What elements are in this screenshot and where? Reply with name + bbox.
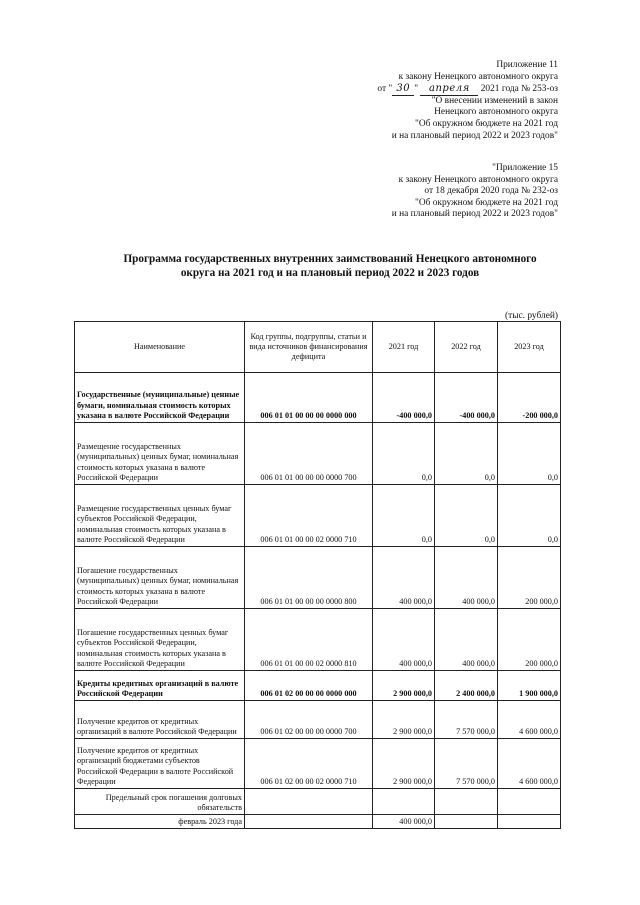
law-title-line-4: и на плановый период 2022 и 2023 годов": [391, 130, 558, 141]
table-row: Погашение государственных (муниципальных) ценных бумаг, номинальная стоимость которых указана в валюте Российской Федерации 006 01 01 00 00 00 0000 800 400 000,0 400 000,0 200 000,0: [75, 547, 561, 609]
table-row: Получение кредитов от кредитных организаций в валюте Российской Федерации 006 01 02 00 00 00 0000 700 2 900 000,0 7 570 000,0 4 600 000,0: [75, 701, 561, 739]
col-header-2022: 2022 год: [435, 322, 498, 373]
orig-law-date: от 18 декабря 2020 года № 232-оз: [424, 186, 558, 197]
col-header-2023: 2023 год: [498, 322, 561, 373]
table-header-row: [75, 322, 561, 373]
col-header-name: Наименование: [75, 322, 245, 373]
appendix-header-original: [392, 163, 558, 221]
term-value-row: [75, 815, 561, 829]
handwritten-day: 30: [392, 83, 414, 96]
table-row: Государственные (муниципальные) ценные бумаги, номинальная стоимость которых указана в валюте Российской Федерации 006 01 01 00 00 00 0000 000 -400 000,0 -400 000,0 -200 000,0: [75, 373, 561, 423]
term-amount-2021: 400 000,0: [373, 815, 435, 829]
term-row: [75, 789, 561, 815]
law-title-line-1: "О внесении изменений в закон: [431, 95, 558, 106]
table-row: Кредиты кредитных организаций в валюте Российской Федерации 006 01 02 00 00 00 0000 000 2 900 000,0 2 400 000,0 1 900 000,0: [75, 671, 561, 701]
appendix-number: Приложение 11: [496, 60, 558, 70]
table-row: Погашение государственных ценных бумаг субъектов Российской Федерации, номинальная стоимость которых указана в валюте Российской Федерации 006 01 01 00 00 02 0000 810 400 000,0 400 000,0 200 000,0: [75, 609, 561, 671]
document-title: Программа государственных внутренних заимствований Ненецкого автономного округа на 2021 год и на плановый период 2022 и 2023 годов: [123, 253, 537, 279]
table-row: Получение кредитов от кредитных организаций бюджетами субъектов Российской Федерации в валюте Российской Федерации 006 01 02 00 00 02 0000 710 2 900 000,0 7 570 000,0 4 600 000,0: [75, 739, 561, 789]
table-row: Размещение государственных (муниципальных) ценных бумаг, номинальная стоимость которых указана в валюте Российской Федерации 006 01 01 00 00 00 0000 700 0,0 0,0 0,0: [75, 423, 561, 485]
term-date: февраль 2023 года: [75, 815, 245, 829]
unit-label: (тыс. рублей): [504, 311, 558, 321]
appendix-header-current: [377, 60, 558, 142]
table-row: Размещение государственных ценных бумаг субъектов Российской Федерации, номинальная стоимость которых указана в валюте Российской Федерации 006 01 01 00 00 02 0000 710 0,0 0,0 0,0: [75, 485, 561, 547]
law-date-line: от " 30 " апреля 2021 года № 253-оз: [377, 83, 558, 95]
col-header-2021: 2021 год: [373, 322, 435, 373]
orig-law-title-2: и на плановый период 2022 и 2023 годов": [391, 209, 558, 220]
handwritten-month: апреля: [420, 83, 478, 96]
borrowing-program-table: [74, 321, 561, 829]
law-title-line-2: Ненецкого автономного округа: [434, 107, 558, 118]
law-reference: к закону Ненецкого автономного округа: [398, 71, 558, 82]
term-label: Предельный срок погашения долговых обязательств: [75, 789, 245, 815]
law-title-line-3: "Об окружном бюджете на 2021 год: [415, 118, 558, 129]
col-header-code: Код группы, подгруппы, статьи и вида источников финансирования дефицита: [245, 322, 373, 373]
orig-appendix-number: "Приложение 15: [492, 163, 558, 173]
orig-law-title-1: "Об окружном бюджете на 2021 год: [415, 197, 558, 208]
orig-law-reference: к закону Ненецкого автономного округа: [398, 174, 558, 185]
